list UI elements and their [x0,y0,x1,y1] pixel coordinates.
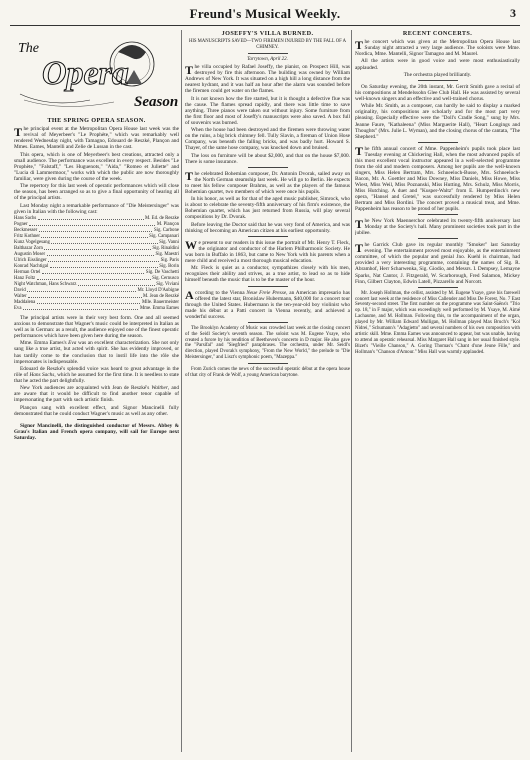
cast-singer: Sig. Campanari [149,233,179,239]
leader-dots [38,216,144,220]
cast-singer: Sig. Carbone [153,227,179,233]
separator-rule [418,214,458,215]
article-paragraph: The celebrated Bohemian composer, Dr. Antonin Dvorak, sailed away on the North German steamship last week. He will go to Berlin. He expects to meet his fellow composer Brahms, as well as the players of the famous Bohemian quartet, two members of which were once his pupils. [185,169,350,195]
separator-rule [248,363,288,364]
leader-dots [41,234,147,238]
article-paragraph: The New York Maennerchor celebrated its twenty-fifth anniversary last Monday at the Society's hall. Many prominent societies took part in the jubilee. [355,216,520,237]
cast-singer: Sig. Viviani [156,281,179,287]
header-rule [10,25,520,26]
dateline: Tarrytown, April 22. [247,57,288,63]
cast-singer: Mr. Lloyd D'Aubigne [137,287,179,293]
cast-role: Ulrich Eisslinger [14,257,47,263]
article-paragraph: Last Monday night a remarkable performance of "Die Meistersinger" was given in Italian with the following cast: [14,202,179,215]
separator-rule [248,167,288,168]
cast-singer: Sig. Vanni [159,239,179,245]
article-paragraph: Before leaving the Doctor said that he was very fond of America, and was thinking of becoming an American citizen at his earliest opportunity. [185,221,350,234]
separator-rule [248,322,288,323]
article-paragraph: Signor Mancinelli, the distinguished conductor of Messrs. Abbey & Grau's Italian and French opera company, will sail for Europe next Saturday. [14,422,179,441]
leader-dots [51,240,157,244]
cast-role: Walter [14,293,27,299]
article-paragraph: Edouard de Reszké's splendid voice was heard to great advantage in the rôle of Hans Sachs, which he assumed for the first time. It is needless to state that he acted the part delightfully. [14,365,179,384]
section-heading: JOSEFFY'S VILLA BURNED. [221,30,314,37]
article-paragraph: The principal artists were in their very best form. One and all seemed anxious to demonstrate that Wagner's music could be interpreted in Italian as well as in German: as a result, the audience enjoyed one of the finest operatic performances which have been given here during the season. [14,314,179,340]
leader-dots [48,258,159,262]
cast-singer: M. Jean de Reszké [143,293,179,299]
article-paragraph: New York audiences are acquainted with Jean de Reszké's Walther, and are aware that it would be difficult to find another tenor capable of impersonating the part with such artistic finish. [14,385,179,404]
article-paragraph: The orchestra played brilliantly. [403,71,472,78]
separator-rule [418,238,458,239]
cast-singer: M. Ed. de Reszke [145,215,179,221]
cast-role: David [14,287,26,293]
article-paragraph: When the house had been destroyed and the firemen were throwing water on the ruins, a big brick chimney fell. Tully Slavin, a fireman of Union Hose Company, was beneath the falling bricks, and was badly hurt. Howard S. Thayer, of the same hose company, was knocked down and bruised. [185,127,350,152]
article-paragraph: Mr. Fleck is quiet as a conductor, sympathizes closely with his men, recognizes their ability and strives, as a true artist, to lead so as to hide himself beneath the music that is to be the master of the hour. [185,265,350,284]
cast-role: Kunz Vogelgesang [14,239,50,245]
article-paragraph: This opera, which is one of Meyerbeer's best creations, attracted only a small audience. The performance was excellent in every respect. Besides "Le Prophète," "Falstaff," "Les Huguenots," "Aida," "Romeo et Juliette" and "Lucia di Lammermoor," works with which the public are now thoroughly familiar, were given during the course of the week. [14,151,179,182]
article-paragraph: Mr. Joseph Hollman, the cellist, assisted by M. Eugene Ysaye, gave his farewell concert last week at the residence of Miss Callender and Miss De Forest, No. 7 East Seventy-second street. The first number on the programme was Saint-Saëns's "Trio op. 18," in F major, which was exceedingly well performed by M. Ysaye, M. Aimé Lachaume, and M. Hollman. Following this, to the accompaniment of the organ, played by Mr. William Edward Mulligan, M. Hollman played Max Bruch's "Kol Nidrei," Schumann's "Adagietto" and several numbers of his own composition with artistic skill. Mme. Emma Eames was announced to appear, but was unable, having to attend an operatic rehearsal. Miss Margaret Hall sang in her usual finished style. Bizet's "Vieille Chanson," A. Goring Thomas's "Chant d'une Jeune Fille," and Hollman's "Chanson d'Amour." Miss Hall was warmly applauded. [355,290,520,355]
opera-season-logo [14,30,179,112]
cast-role: Hans Sachs [14,215,37,221]
publication-title: Freund's Musical Weekly. [189,6,341,21]
leader-dots [37,300,141,304]
cast-role: Augustin Moser [14,251,46,257]
column-divider [351,30,352,752]
cast-role: Hanz Foltz [14,275,36,281]
leader-dots [28,294,141,298]
svg-text:The: The [18,41,39,56]
leader-dots [39,228,153,232]
cast-singer: Sig. Paris [160,257,179,263]
cast-singer: Sig. Cernusco [152,275,179,281]
svg-text:Opera: Opera [42,55,129,92]
separator-rule [418,80,458,81]
cast-singer: Mlle. Bauermeister [141,299,179,305]
section-subheading: HIS MANUSCRIPTS SAVED—TWO FIREMEN INJURED BY THE FALL OF A CHIMNEY. [188,39,347,51]
article-paragraph: The villa occupied by Rafael Joseffy, the pianist, on Prospect Hill, was destroyed by fire this afternoon. The building was owned by William Andrews of New York. It was situated on a high hill a long distance from the nearest hydrant, and it was half an hour after the alarm was sounded before the firemen could get water on the flames. [185,62,350,95]
column-middle [185,30,350,756]
article-paragraph: The fifth annual concert of Mme. Pappenheim's pupils took place last Tuesday evening at Chickering Hall, when the most advanced pupils of this most excellent vocal instructor appeared in a well-selected programme from the old and modern composers. Among her pupils are the well-known singers, Miss Helen Bertram, Mrs. Schneeloch-Busse, Mrs. Schneeloch-Bacon, Mr. A. Goettler and Miss Downey, Miss Daniels, Miss Howe, Miss Wiest, Miss Weil, Miss Poznanski, Miss Hutting, Mrs. Schulz, Miss Morris, Miss Hutching. A duet and "Kusper-Waltz" from E. Humperdinck's new opera, "Hansel and Gretel," was successfully rendered by Miss Helen Bertram and Miss Bordini. The concert proved a musical treat, and Mme. Pappenheim has reason to be proud of her pupils. [355,144,520,213]
article-paragraph: Plançon sang with excellent effect, and Signor Mancinelli fully demonstrated that he could conduct Wagner's music as well as any other. [14,404,179,417]
separator-rule [248,53,288,54]
section-heading: RECENT CONCERTS. [402,30,473,37]
cast-singer: Sig. De Vaschetti [145,269,179,275]
article-paragraph: While Mr. Smith, as a composer, can hardly be said to display a marked originality, his compositions are scholarly and for the most part very pleasing. Especially effective were the "Doll's Cradle Song," sung by Mrs. Jeanne Faure, "Kathaleena" (Miss Marguerite Hall), "Heart Longings and Thoughts" (Mrs. Julie L. Wyman), and the closing chorus of the cantata, "The Shepherd." [355,103,520,140]
cast-singer: M. Plançon [156,221,179,227]
separator-rule [248,286,288,287]
leader-dots [37,276,151,280]
separator-rule [248,236,288,237]
section-heading: THE SPRING OPERA SEASON. [47,117,146,125]
article-paragraph: The principal event at the Metropolitan Opera House last week was the revival of Meyerbeer's "Le Prophète," which was remarkably well rendered Wednesday night, with Tamagno, Edouard de Reszké, Plançon and Mmes. Eames, Mantelli and Zelie de Lussan in the cast. [14,124,179,151]
svg-text:Season: Season [134,94,179,110]
cast-list [14,216,179,312]
article-paragraph: It is not known how the fire started, but it is thought a defective flue was the cause. The flames spread rapidly, and there was little time to save anything. Three pianos were taken out without injury. Some furniture from the first floor and most of Joseffy's manuscripts were also saved. A box full of souvenirs was burned. [185,95,350,126]
cast-singer: Sig. Maestri [155,251,179,257]
cast-role: Herman Ortel [14,269,41,275]
article-paragraph: The concert which was given at the Metropolitan Opera House last Sunday night attracted a very large audience. The soloists were Mme. Nordica, Mme. Mantelli, Signor Tamagno and M. Maurel. [355,37,520,58]
column-right [355,30,520,756]
article-paragraph: According to the Vienna Neue Freie Presse, an American impresario has offered the latest star, Bronislaw Hubermann, $40,000 for a concert tour through the United States. Hubermann is the ten-year-old boy violinist who made his début at a Patti concert in Vienna recently, and achieved a wonderful success. [185,288,350,320]
leader-dots [47,252,155,256]
article-paragraph: The loss on furniture will be about $2,000, and that on the house $7,000. There is some insurance. [185,152,350,165]
article-paragraph: The Brooklyn Academy of Music was crowded last week at the closing concert of the Seidl Society's seventh season. The soloist was M. Eugene Ysaye, who created a furore by his rendition of Beethoven's concerto in D major. He also gave the "Parsifal" and "Siegfried" paraphrases. The orchestra, under Mr. Seidl's direction, played Dvorak's symphony, "From the New World," the prelude to "Die Meistersinger," and Liszt's symphonic poem, "Mazeppa." [185,325,350,361]
separator-rule [418,142,458,143]
article-paragraph: The Garrick Club gave its regular monthly "Smoker" last Saturday evening. The entertainment proved most enjoyable, as the entertainment committee, of which the popular and genial Jno. Kuehl is chairman, had provided a very interesting programme, containing the names of Sig. R. Abramhof, Herr Scharwenka, Sig. Giodio, and Messrs. I. Dempsey, Lemayne Sparks, Nat Cantor, J. Fitzgerald, W. Scarborough, Fred Salamon, Mickey Finn, Gilbert Clayton, Edwin Latell, Pizzarello and Norcott. [355,240,520,285]
page-header [0,6,530,24]
leader-dots [42,270,144,274]
leader-dots [27,288,136,292]
cast-role: Balthazar Zorn [14,245,43,251]
leader-dots [44,246,150,250]
cast-role: Konrad Nachtigal [14,263,49,269]
cast-role: Beckmesser [14,227,38,233]
article-paragraph: From Zurich comes the news of the successful operatic début at the opera house of that city of Frank de Wolf, a young American barytone. [185,367,350,379]
column-left [14,30,179,756]
cast-role: Eva [14,305,22,311]
cast-role: Pogner [14,221,28,227]
article-paragraph: In his honor, as well as for that of the aged music publisher, Simrock, who is about to celebrate the seventy-fifth anniversary of his firm's existence, the Bohemian quartet, which has just returned from Russia, will play several compositions by Dr. Dvorak. [185,196,350,221]
leader-dots [50,264,158,268]
article-paragraph: On Saturday evening, the 20th instant, Mr. Gerrit Smith gave a recital of his compositions at Mendelssohn Glee Club Hall. He was assisted by several well-known singers and an effective and well-trained chorus. [355,83,520,103]
article-paragraph: All the artists were in good voice and were most enthusiastically applauded. [355,58,520,71]
page-number: 3 [510,6,516,20]
article-paragraph: The repertory for this last week of operatic performances which will close the season, has been arranged so as to give a final opportunity of hearing all of the principal artists. [14,183,179,202]
cast-singer: Mme. Emma Eames [139,305,179,311]
cast-role: Fritz Kothner [14,233,40,239]
column-divider [181,30,182,752]
leader-dots [23,306,139,310]
separator-rule [77,419,117,420]
cast-singer: Sig. Rinaldini [152,245,179,251]
cast-singer: Sig. Borin [159,263,179,269]
cast-row [14,306,179,312]
cast-role: Night Watchman, Hans Schwarz [14,281,77,287]
leader-dots [29,222,155,226]
article-paragraph: Mme. Emma Eames's Eva was an excellent characterization. She not only sang like a true artist, but acted with spirit. She has evidently improved, or has tardily come to the conclusion that to instil life into the rôle she impersonates is indispensable. [14,340,179,365]
cast-role: Maddalena [14,299,36,305]
separator-rule [418,287,458,288]
leader-dots [78,282,155,286]
article-paragraph: We present to our readers in this issue the portrait of Mr. Henry T. Fleck, the originator and conductor of the Harlem Philharmonic Society. He was born in Buffalo in 1863, but came to New York with his parents when a mere child and received a most thorough musical education. [185,238,350,265]
